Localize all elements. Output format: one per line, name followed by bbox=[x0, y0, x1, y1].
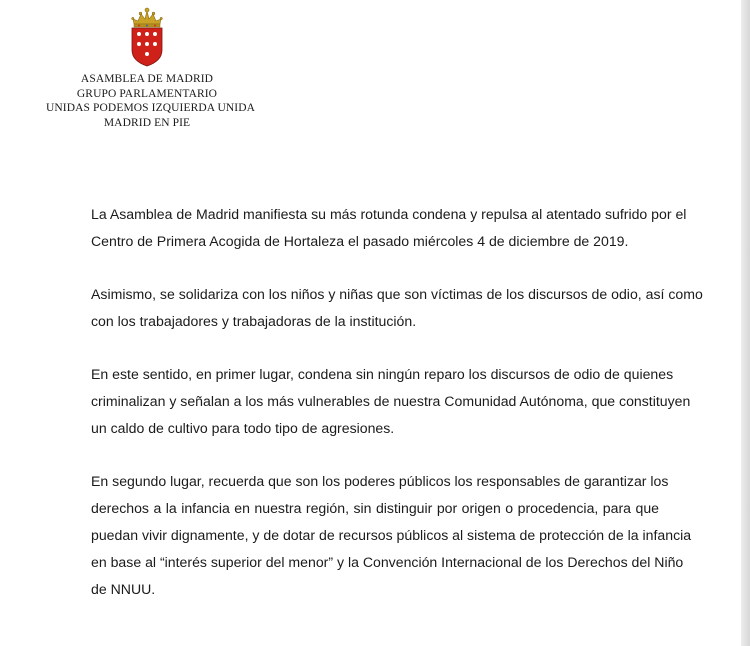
paragraph-solidarity bbox=[91, 281, 703, 335]
paragraph-line: con los trabajadores y trabajadoras de la institución. bbox=[91, 313, 417, 329]
paragraph-line: En segundo lugar, recuerda que son los poderes públicos los responsables de garantizar los bbox=[91, 473, 669, 489]
letterhead-line-party-2: MADRID EN PIE bbox=[103, 116, 191, 129]
paragraph-public-authorities bbox=[91, 468, 692, 603]
letterhead-line-party: UNIDAS PODEMOS IZQUIERDA UNIDA bbox=[46, 102, 256, 115]
paragraph-line: La Asamblea de Madrid manifiesta su más rotunda condena y repulsa al atentado sufrido por el bbox=[91, 206, 687, 222]
paragraph-condemnation bbox=[91, 201, 687, 255]
paragraph-line: derechos a la infancia en nuestra región, sin distinguir por origen o procedencia, para que bbox=[91, 500, 659, 516]
page-edge-shadow bbox=[741, 0, 750, 646]
paragraph-line: puedan vivir dignamente, y de dotar de recursos públicos al sistema de protección de la infancia bbox=[91, 527, 692, 543]
paragraph-line: un caldo de cultivo para todo tipo de agresiones. bbox=[91, 420, 395, 436]
letterhead bbox=[46, 72, 256, 130]
paragraph-line: Asimismo, se solidariza con los niños y niñas que son víctimas de los discursos de odio, así como bbox=[91, 286, 703, 302]
paragraph-line: Centro de Primera Acogida de Hortaleza el pasado miércoles 4 de diciembre de 2019. bbox=[91, 233, 629, 249]
paragraph-line: de NNUU. bbox=[91, 581, 156, 597]
letterhead-line-institution: ASAMBLEA DE MADRID bbox=[80, 73, 214, 85]
coat-of-arms-icon bbox=[127, 6, 167, 68]
paragraph-line: En este sentido, en primer lugar, condena sin ningún reparo los discursos de odio de quienes bbox=[91, 366, 674, 382]
paragraph-hate-speech bbox=[91, 361, 691, 442]
letterhead-line-group: GRUPO PARLAMENTARIO bbox=[76, 87, 218, 100]
paragraph-line: criminalizan y señalan a los más vulnerables de nuestra Comunidad Autónoma, que constituyen bbox=[91, 393, 691, 409]
paragraph-line: en base al “interés superior del menor” y la Convención Internacional de los Derechos del Niño bbox=[91, 554, 684, 570]
